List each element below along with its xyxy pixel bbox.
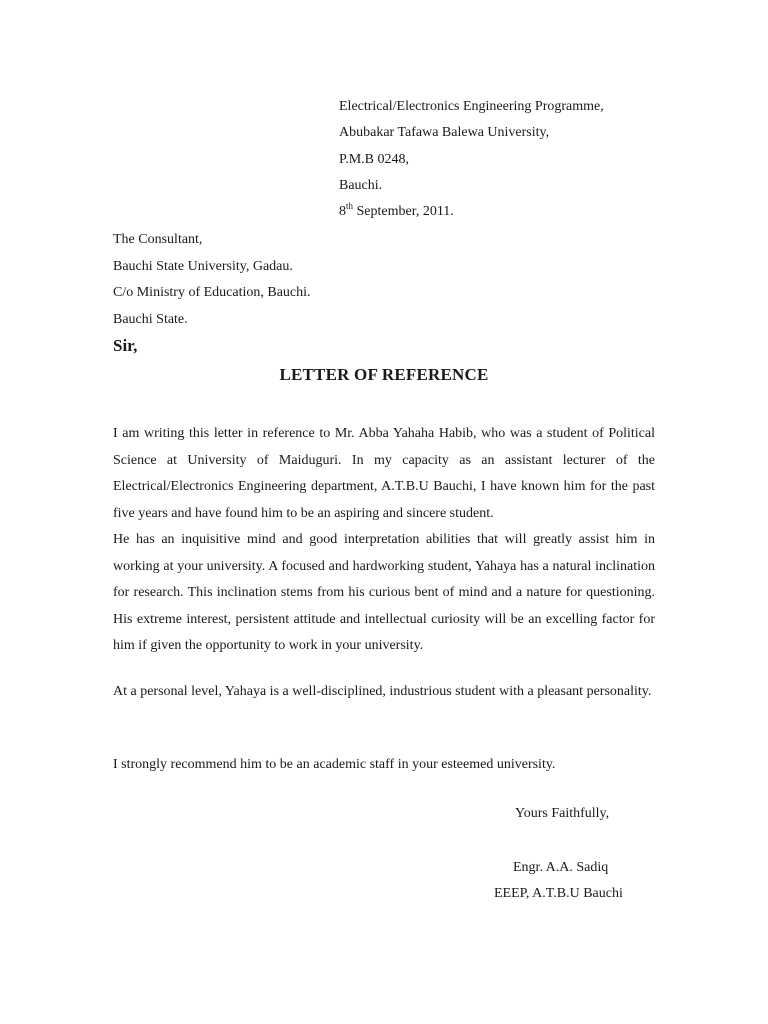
salutation: Sir, (113, 336, 138, 355)
recipient-line: The Consultant, (113, 232, 203, 247)
signatory-name: Engr. A.A. Sadiq (513, 860, 609, 875)
recipient-line: Bauchi State. (113, 312, 188, 328)
recipient-line: C/o Ministry of Education, Bauchi. (113, 285, 311, 301)
body-paragraph-personal: At a personal level, Yahaya is a well-disciplined, industrious student with a pleasant personality. (113, 684, 652, 699)
recipient-line: Bauchi State University, Gadau. (113, 258, 293, 274)
sender-address-line: P.M.B 0248, (339, 151, 410, 167)
sender-address-line: Bauchi. (339, 177, 383, 193)
body-paragraph-recommendation: I strongly recommend him to be an academic staff in your esteemed university. (113, 757, 556, 772)
date-rest: September, 2011. (353, 204, 454, 220)
date-day: 8 (339, 204, 346, 220)
body-paragraph-qualities: He has an inquisitive mind and good interpretation abilities that will greatly assist him in working at your university. A focused and hardworking student, Yahaya has a natural inclination for research. This inclination stems from his curious bent of mind and a nature for questioning. His extreme interest, persistent attitude and intellectual curiosity will be an excelling factor for him if given the opportunity to work in your university. (113, 532, 655, 654)
sender-address (339, 94, 604, 225)
sender-address-line: Abubakar Tafawa Balewa University, (339, 125, 550, 141)
signatory-department: EEEP, A.T.B.U Bauchi (494, 886, 623, 901)
complimentary-close: Yours Faithfully, (515, 806, 610, 821)
date-suffix: th (346, 201, 354, 212)
letter-subject: LETTER OF REFERENCE (279, 365, 489, 384)
sender-address-line: Electrical/Electronics Engineering Programme, (339, 99, 604, 114)
body-paragraph-intro: I am writing this letter in reference to Mr. Abba Yahaha Habib, who was a student of Political Science at University of Maiduguri. In my capacity as an assistant lecturer of the Electrical/Electronics Engineering department, A.T.B.U Bauchi, I have known him for the past five years and have found him to be an aspiring and sincere student. (113, 426, 655, 521)
letter-date (339, 199, 604, 225)
recipient-address (113, 227, 311, 334)
